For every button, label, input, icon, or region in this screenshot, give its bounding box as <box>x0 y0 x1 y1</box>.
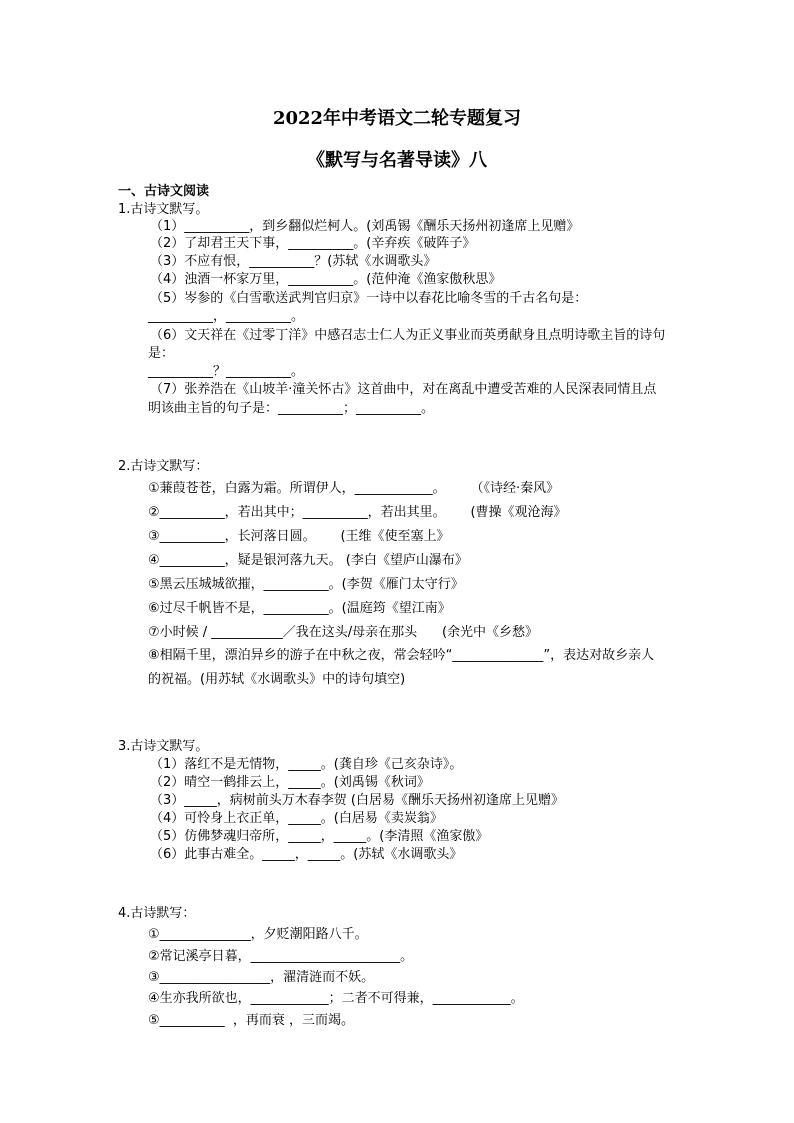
page-subtitle: 《默写与名著导读》八 <box>307 150 487 171</box>
q3-item: （2）晴空一鹤排云上，_____。(刘禹锡《秋词》 <box>150 775 430 790</box>
q1-item: __________，__________。 <box>148 309 305 324</box>
q1-item: （4）浊酒一杯家万里，__________。(范仲淹《渔家傲秋思》 <box>150 272 502 287</box>
page-title: 2022年中考语文二轮专题复习 <box>272 108 522 129</box>
q1-item: （1）__________，到乡翻似烂柯人。(刘禹锡《酬乐天扬州初逢席上见赠》 <box>150 219 580 234</box>
q1-item: __________？__________。 <box>148 364 305 379</box>
q1-item: （6）文天祥在《过零丁洋》中感召志士仁人为正义事业而英勇献身且点明诗歌主旨的诗句 <box>150 328 666 343</box>
q4-item: ④生亦我所欲也，____________；二者不可得兼，____________。 <box>148 991 524 1006</box>
q2-item: ⑤黑云压城城欲摧，__________。(李贺《雁门太守行》 <box>148 577 464 592</box>
section-heading: 一、古诗文阅读 <box>118 184 210 199</box>
q3-item: （4）可怜身上衣正单，_____。(白居易《卖炭翁》 <box>150 811 443 826</box>
q4-item: ③_________________，濯清涟而不妖。 <box>148 970 375 985</box>
q2-item: ④__________，疑是银河落九天。 (李白《望庐山瀑布》 <box>148 553 468 568</box>
q4-item: ②常记溪亭日暮，_______________________。 <box>148 949 414 964</box>
q1-item: 是： <box>148 346 175 361</box>
q4-heading: 4.古诗默写： <box>118 906 196 921</box>
q3-item: （6）此事古难全。_____，_____。(苏轼《水调歌头》 <box>150 847 463 862</box>
q3-item: （3）_____，病树前头万木春李贺 (白居易《酬乐天扬州初逢席上见赠》 <box>150 793 564 808</box>
q1-item: （5）岑参的《白雪歌送武判官归京》一诗中以春花比喻冬雪的千古名句是： <box>150 291 588 306</box>
q2-item: 的祝福。(用苏轼《水调歌头》中的诗句填空) <box>148 672 406 687</box>
q2-item: ③__________，长河落日圆。 (王维《使至塞上》 <box>148 529 450 544</box>
q2-item: ②__________，若出其中；__________，若出其里。 (曹操《观沧海》 <box>148 505 567 520</box>
q1-item: 明该曲主旨的句子是：__________；__________。 <box>148 401 435 416</box>
q1-item: （3）不应有恨，__________？(苏轼《水调歌头》 <box>150 254 437 269</box>
q2-item: ⑦小时候 / ___________／我在这头/母亲在那头 (余光中《乡愁》 <box>148 625 539 640</box>
q3-item: （5）仿佛梦魂归帝所，_____，_____。(李清照《渔家傲》 <box>150 829 489 844</box>
q2-item: ⑥过尽千帆皆不是，__________。(温庭筠《望江南》 <box>148 601 451 616</box>
q3-heading: 3.古诗文默写。 <box>118 739 209 754</box>
q1-item: （7）张养浩在《山坡羊·潼关怀古》这首曲中，对在离乱中遭受苦难的人民深表同情且点 <box>150 382 657 397</box>
q2-heading: 2.古诗文默写： <box>118 459 209 474</box>
q2-item: ①蒹葭苍苍，白露为霜。所谓伊人，____________。 （《诗经·秦风》 <box>148 481 560 496</box>
q1-heading: 1.古诗文默写。 <box>118 202 209 217</box>
q4-item: ①______________，夕贬潮阳路八千。 <box>148 927 368 942</box>
q3-item: （1）落红不是无情物，_____。(龚自珍《己亥杂诗》。 <box>150 757 463 772</box>
q2-item: ⑧相隔千里，漂泊异乡的游子在中秋之夜，常会轻吟“______________”，表达对故乡亲人 <box>148 648 655 663</box>
q1-item: （2）了却君王天下事，__________。(辛弃疾《破阵子》 <box>150 236 476 251</box>
q4-item: ⑤__________ ，再而衰 ，三而竭。 <box>148 1013 355 1028</box>
